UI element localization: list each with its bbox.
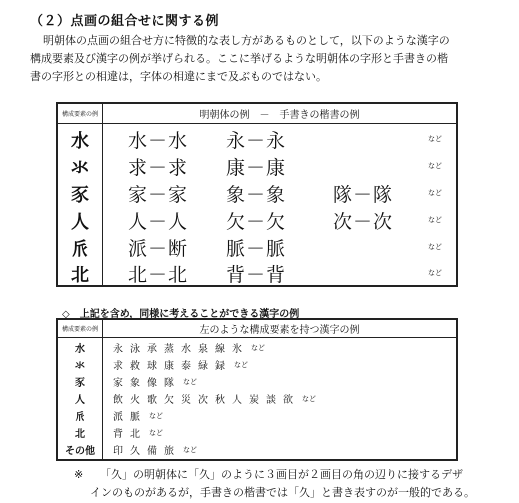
example-pair: 派－断 — [128, 238, 189, 260]
nado-label: など — [428, 216, 442, 224]
kanji-text: 永泳承蒸水泉線氷 — [113, 344, 249, 355]
footnote — [74, 466, 504, 502]
header-divider — [58, 337, 456, 338]
kanji-list — [113, 407, 163, 424]
intro-line: 構成要素及び漢字の例が挙げられる。ここに挙げるような明朝体の字形と手書きの楷 — [30, 52, 448, 65]
nado-label: など — [428, 269, 442, 277]
similar-examples-heading: ◇ 上記を含め，同様に考えることができる漢字の例 — [62, 309, 300, 320]
example-pair: 象－象 — [226, 184, 287, 206]
element-cell: 𠂢 — [71, 238, 89, 260]
example-pair: 北－北 — [128, 264, 189, 286]
example-pair: 隊－隊 — [333, 184, 394, 206]
kanji-list — [113, 356, 248, 373]
header-element: 構成要素の例 — [61, 326, 98, 333]
section-heading: （２）点画の組合せに関する例 — [30, 14, 220, 29]
nado-label: など — [183, 377, 197, 386]
header-examples: 左のような構成要素を持つ漢字の例 — [199, 325, 360, 336]
nado-label: など — [234, 360, 248, 369]
nado-label: など — [428, 135, 442, 143]
nado-label: など — [183, 445, 197, 454]
table-row — [58, 153, 456, 180]
element-cell: その他 — [65, 446, 95, 457]
kanji-list — [113, 424, 163, 441]
kanji-text: 家象像隊 — [113, 378, 181, 389]
example-pair: 求－求 — [128, 157, 189, 179]
kanji-text: 派脈 — [113, 412, 147, 423]
example-pair: 欠－欠 — [226, 211, 287, 233]
table-row — [58, 390, 456, 407]
example-pair: 脈－脈 — [226, 238, 287, 260]
example-pair: 康－康 — [226, 157, 287, 179]
kanji-text: 印久備旅 — [113, 446, 181, 457]
kanji-text: 求救球康泰緑録 — [113, 361, 232, 372]
kanji-list — [113, 390, 316, 407]
kanji-list — [113, 373, 197, 390]
element-cell: 人 — [71, 211, 89, 233]
note-line: 「久」の明朝体に「久」のように３画目が２画目の角の辺りに接するデザ — [100, 468, 463, 481]
nado-label: など — [149, 428, 163, 437]
element-cell: 北 — [71, 264, 89, 286]
table-row — [58, 207, 456, 234]
example-pair: 人－人 — [128, 211, 189, 233]
element-cell: 豕 — [75, 378, 85, 389]
element-cell: 氺 — [71, 157, 89, 179]
element-cell: 水 — [75, 344, 85, 355]
intro-line: 書の字形との相違は，字体の相違にまで及ぶものではない。 — [30, 70, 327, 83]
example-pair: 背－背 — [226, 264, 287, 286]
example-pair: 次－次 — [333, 211, 394, 233]
element-cell: 北 — [75, 429, 85, 440]
table-row — [58, 180, 456, 207]
example-pair: 永－永 — [226, 130, 287, 152]
kanji-text: 飲火歌欠災次秋人炭談欲 — [113, 395, 300, 406]
note-line: インのものがあるが，手書きの楷書では「久」と書き表すのが一般的である。 — [90, 486, 475, 499]
header-element: 構成要素の例 — [61, 111, 98, 118]
example-pair: 水－水 — [128, 130, 189, 152]
example-pair: 家－家 — [128, 184, 189, 206]
nado-label: など — [251, 343, 265, 352]
nado-label: など — [428, 189, 442, 197]
element-cell: 人 — [75, 395, 85, 406]
element-cell: 水 — [71, 130, 89, 152]
table-row — [58, 126, 456, 153]
kanji-text: 背北 — [113, 429, 147, 440]
kanji-list — [113, 339, 265, 356]
table-row — [58, 339, 456, 356]
table-row — [58, 356, 456, 373]
nado-label: など — [302, 394, 316, 403]
intro-paragraph — [30, 32, 500, 86]
table-row — [58, 234, 456, 261]
table-row — [58, 441, 456, 458]
nado-label: など — [428, 243, 442, 251]
comparison-table — [56, 102, 458, 287]
table-row — [58, 260, 456, 287]
header-examples: 明朝体の例 － 手書きの楷書の例 — [199, 110, 360, 121]
note-mark: ※ — [74, 468, 84, 481]
table-row — [58, 373, 456, 390]
element-cell: 𠂢 — [75, 412, 85, 423]
nado-label: など — [428, 162, 442, 170]
header-divider — [58, 123, 456, 124]
nado-label: など — [149, 411, 163, 420]
element-cell: 豕 — [71, 184, 89, 206]
kanji-examples-table — [56, 318, 458, 461]
intro-line: 明朝体の点画の組合せ方に特徴的な表し方があるものとして，以下のような漢字の — [43, 34, 450, 47]
kanji-list — [113, 441, 197, 458]
table-row — [58, 407, 456, 424]
element-cell: 氺 — [75, 361, 85, 372]
table-row — [58, 424, 456, 441]
